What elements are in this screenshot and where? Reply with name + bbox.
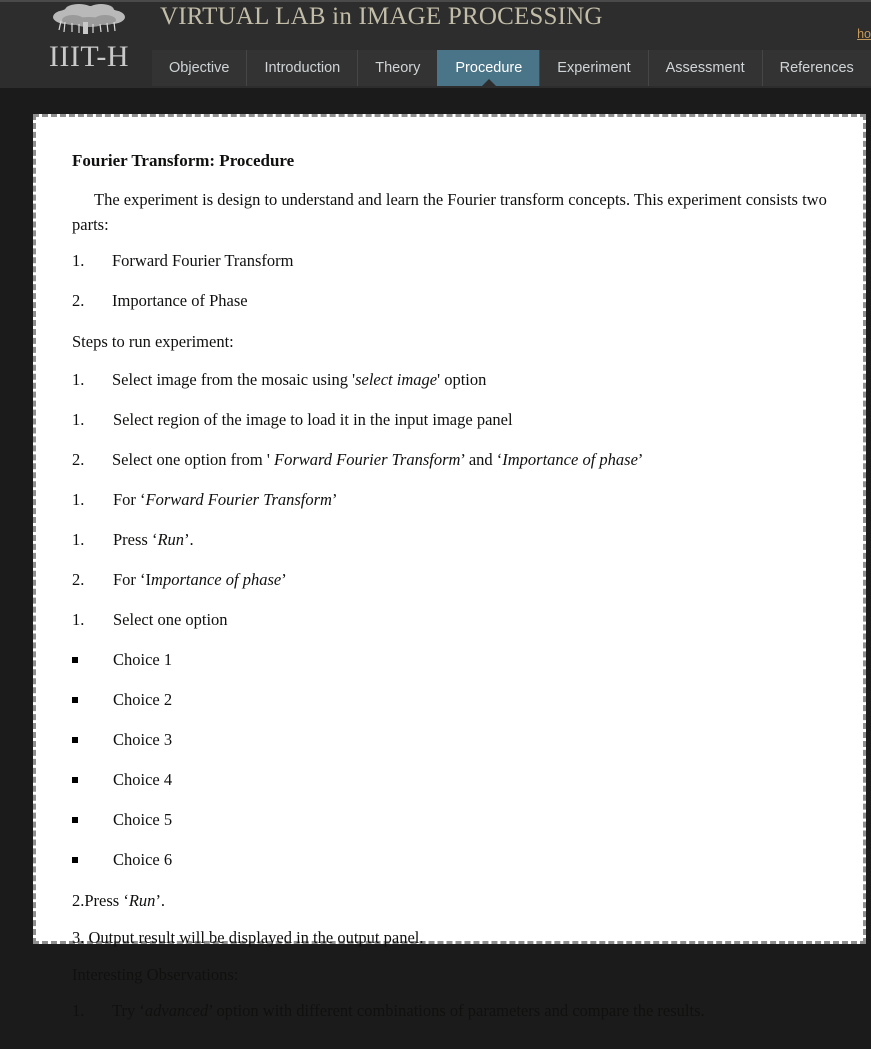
list-item (72, 249, 833, 273)
list-text: Select one option (113, 610, 228, 629)
choices-list (72, 648, 833, 872)
press-run-post: ’. (155, 891, 166, 910)
observations-label: Interesting Observations: (72, 965, 239, 984)
list-item (72, 448, 833, 472)
tab-assessment[interactable]: Assessment (648, 50, 762, 86)
press-run-pre: 2.Press ‘ (72, 891, 129, 910)
site-header (0, 0, 871, 88)
tab-objective[interactable]: Objective (152, 50, 246, 86)
step2-mid: ’ and ‘ (460, 450, 503, 469)
tab-introduction[interactable]: Introduction (246, 50, 357, 86)
square-bullet-icon (72, 728, 113, 752)
step2-sublist-a (72, 488, 833, 512)
sub2-post: ’ (281, 570, 287, 589)
list-text (113, 488, 833, 512)
list-marker: 2. (72, 291, 85, 310)
list-marker: 1. (72, 490, 85, 509)
step2-sublist-a-run (72, 528, 833, 552)
list-marker: 1. (72, 410, 85, 429)
step2-pre: Select one option from ' (112, 450, 274, 469)
list-item (72, 568, 833, 592)
list-item (72, 999, 833, 1023)
sub1-pre: For ‘ (113, 490, 146, 509)
content-inner (36, 117, 863, 1049)
obs1-pre: Try ‘ (112, 1001, 145, 1020)
list-text (112, 368, 833, 392)
run-pre: Press ‘ (113, 530, 158, 549)
square-bullet-icon (72, 768, 113, 792)
list-text: Importance of Phase (112, 291, 248, 310)
choice-label[interactable]: Choice 1 (113, 650, 173, 669)
step2-sublist-b (72, 568, 833, 592)
step1-emphasis: select image (355, 370, 438, 389)
list-text (112, 448, 833, 472)
square-bullet-icon (72, 648, 113, 672)
intro-paragraph: The experiment is design to understand and learn the Fourier transform concepts. This experiment consists two parts: (72, 190, 827, 234)
list-item (72, 768, 833, 792)
main-navigation (152, 50, 871, 86)
step2-emphasis-2: Importance of phase (502, 450, 638, 469)
choice-label[interactable]: Choice 6 (113, 850, 173, 869)
list-item (72, 289, 833, 313)
section-heading: Fourier Transform: Procedure (72, 151, 295, 170)
list-marker: 2. (72, 570, 85, 589)
output-line: 3. Output result will be displayed in the output panel. (72, 928, 424, 947)
step1-sublist (72, 408, 833, 432)
list-item (72, 848, 833, 872)
square-bullet-icon (72, 688, 113, 712)
brand-logo-block[interactable] (26, 0, 152, 74)
observations-list (72, 999, 833, 1023)
choice-label[interactable]: Choice 4 (113, 770, 173, 789)
list-text: Forward Fourier Transform (112, 251, 294, 270)
content-panel (33, 114, 866, 1020)
step1-post: ' option (437, 370, 487, 389)
list-marker: 1. (72, 370, 85, 389)
page-body (0, 88, 871, 1020)
list-marker: 2. (72, 450, 85, 469)
list-item (72, 408, 833, 432)
list-item (72, 528, 833, 552)
list-item (72, 488, 833, 512)
list-text (112, 999, 833, 1023)
step2-sublist-b-select (72, 608, 833, 632)
sub1-post: ’ (331, 490, 338, 509)
choice-label[interactable]: Choice 5 (113, 810, 173, 829)
steps-list (72, 368, 833, 392)
banyan-tree-logo-icon (39, 2, 139, 42)
sub2-emphasis: mportance of phase (151, 570, 282, 589)
list-text (113, 568, 833, 592)
list-item (72, 368, 833, 392)
sub1-emphasis: Forward Fourier Transform (145, 490, 332, 509)
square-bullet-icon (72, 808, 113, 832)
press-run-line (72, 888, 833, 913)
steps-list-2 (72, 448, 833, 472)
brand-text: IIIT-H (48, 40, 130, 73)
tab-experiment[interactable]: Experiment (539, 50, 647, 86)
list-text: Select region of the image to load it in the input image panel (113, 410, 513, 429)
list-marker: 1. (72, 530, 85, 549)
tab-procedure[interactable]: Procedure (437, 50, 539, 86)
list-item (72, 688, 833, 712)
step2-post: ’ (637, 450, 644, 469)
tab-theory[interactable]: Theory (357, 50, 437, 86)
parts-list (72, 249, 833, 313)
choice-label[interactable]: Choice 2 (113, 690, 173, 709)
run-post: ’. (184, 530, 194, 549)
steps-label: Steps to run experiment: (72, 332, 234, 351)
home-link[interactable]: ho (857, 27, 871, 41)
list-item (72, 808, 833, 832)
choice-label[interactable]: Choice 3 (113, 730, 173, 749)
obs1-emphasis: advanced (144, 1001, 209, 1020)
press-run-emphasis: Run (128, 891, 156, 910)
step1-pre: Select image from the mosaic using ' (112, 370, 356, 389)
run-emphasis: Run (157, 530, 185, 549)
page-title: VIRTUAL LAB in IMAGE PROCESSING (160, 3, 603, 30)
square-bullet-icon (72, 848, 113, 872)
list-text (113, 528, 833, 552)
step2-emphasis-1: Forward Fourier Transform (273, 450, 461, 469)
list-item (72, 608, 833, 632)
tab-references[interactable]: References (762, 50, 871, 86)
obs1-post: ’ option with different combinations of parameters and compare the results. (208, 1001, 705, 1020)
list-item (72, 648, 833, 672)
sub2-pre: For ‘I (113, 570, 152, 589)
list-item (72, 728, 833, 752)
list-marker: 1. (72, 251, 85, 270)
list-marker: 1. (72, 610, 85, 629)
list-marker: 1. (72, 1001, 85, 1020)
